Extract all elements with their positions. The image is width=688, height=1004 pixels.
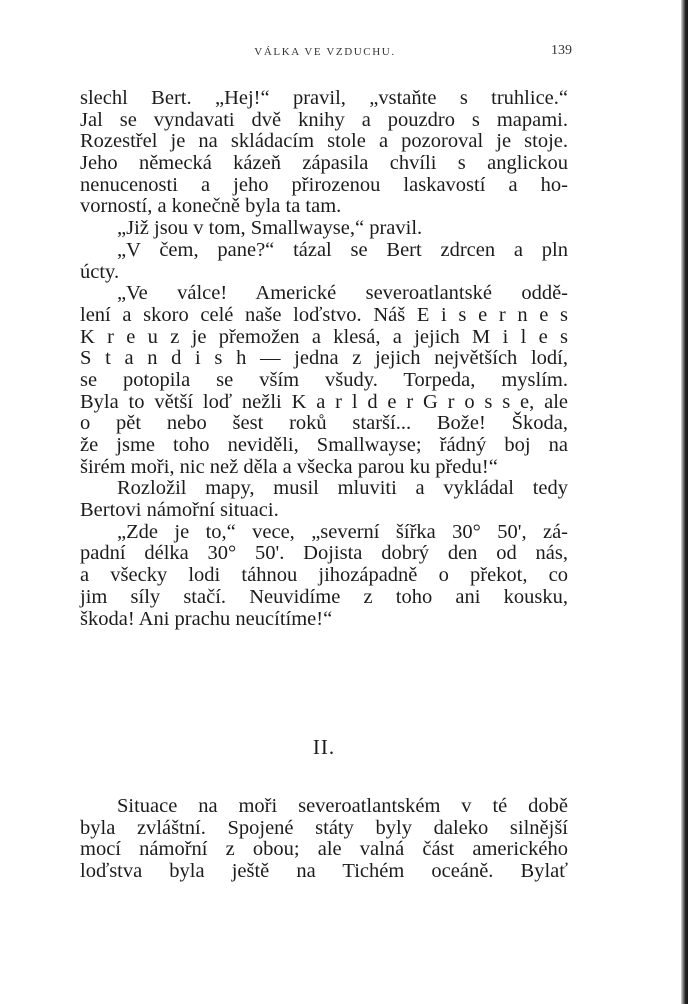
text-line: slechl Bert. „Hej!“ pravil, „vstaňte s truhlice.“ — [80, 87, 568, 109]
main-text — [80, 88, 568, 630]
text-line: „Zde je to,“ vece, „severní šířka 30° 50', zá- — [117, 520, 568, 543]
text-line: „Ve válce! Americké severoatlantské oddě- — [117, 282, 568, 305]
text-line: „Již jsou v tom, Smallwayse,“ pravil. — [117, 217, 423, 240]
page-edge-shadow — [681, 0, 688, 1004]
text-line: lení a skoro celé naše loďstvo. Náš E i s e r n e s — [80, 303, 568, 326]
text-line: úcty. — [80, 260, 120, 283]
text-line: padní délka 30° 50'. Dojista dobrý den od nás, — [80, 542, 568, 565]
text-line: mocí námořní z obou; ale valná část amerického — [80, 838, 568, 861]
text-line: o pět nebo šest roků starší... Bože! Škoda, — [80, 412, 568, 435]
page-number: 139 — [551, 43, 572, 58]
text-line: jim síly stačí. Neuvidíme z toho ani kousku, — [80, 585, 568, 608]
text-line: vorností, a konečně byla ta tam. — [80, 195, 342, 218]
text-line: byla zvláštní. Spojené státy byly daleko silnější — [80, 816, 568, 839]
text-line: Jal se vyndavati dvě knihy a pouzdro s mapami. — [80, 108, 568, 131]
running-title: VÁLKA VE VZDUCHU. — [254, 46, 396, 58]
running-head — [80, 40, 570, 64]
text-line: škoda! Ani prachu neucítíme!“ — [80, 607, 333, 630]
text-line: Bertovi námořní situaci. — [80, 499, 279, 522]
text-line: nenucenosti a jeho přirozenou laskavostí a ho- — [80, 173, 568, 196]
section-text — [80, 796, 568, 883]
text-line: širém moři, nic než děla a všecka parou ku předu!“ — [80, 455, 498, 478]
text-line: Situace na moři severoatlantském v té době — [117, 795, 568, 817]
text-line: a všecky lodi táhnou jihozápadně o překot, co — [80, 564, 568, 587]
text-line: K r e u z je přemožen a klesá, a jejich M i l e s — [80, 325, 568, 348]
text-line: Jeho německá kázeň zápasila chvíli s anglickou — [80, 152, 568, 175]
text-line: loďstva byla ještě na Tichém oceáně. Bylať — [80, 860, 568, 883]
text-line: Byla to větší loď nežli K a r l d e r G r o s s e, ale — [80, 390, 568, 413]
text-line: Rozestřel je na skládacím stole a pozoroval je stoje. — [80, 130, 568, 153]
text-line: S t a n d i s h — jedna z jejich největších lodí, — [80, 347, 568, 370]
text-line: „V čem, pane?“ tázal se Bert zdrcen a pln — [117, 238, 568, 261]
text-line: Rozložil mapy, musil mluviti a vykládal tedy — [117, 477, 568, 500]
text-line: že jsme toho neviděli, Smallwayse; řádný boj na — [80, 434, 568, 456]
text-line: se potopila se vším všudy. Torpeda, myslím. — [80, 368, 568, 391]
section-heading: II. — [312, 735, 336, 759]
